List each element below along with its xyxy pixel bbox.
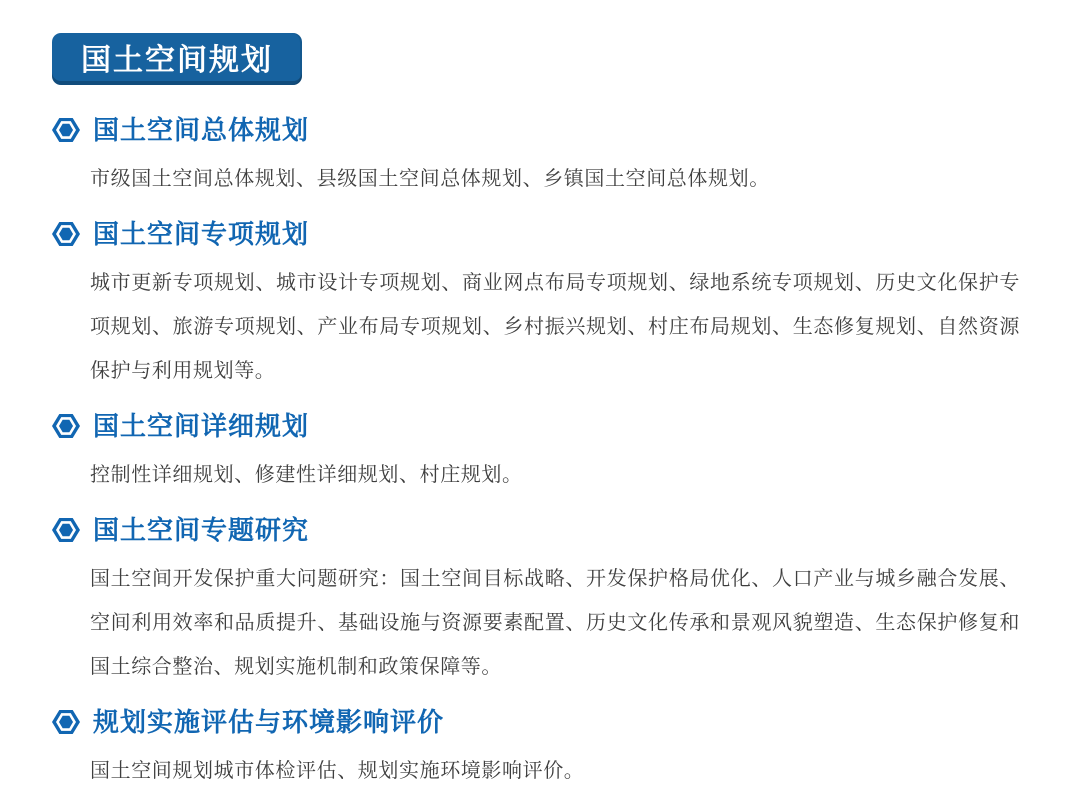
section-body: 控制性详细规划、修建性详细规划、村庄规划。 (90, 464, 523, 486)
hexagon-bullet-icon (52, 414, 80, 438)
section-thematic-research (52, 513, 1020, 689)
section-body: 国土空间开发保护重大问题研究：国土空间目标战略、开发保护格局优化、人口产业与城乡融合发展、空间利用效率和品质提升、基础设施与资源要素配置、历史文化传承和景观风貌塑造、生态保护修复和国土综合整治、规划实施机制和政策保障等。 (90, 568, 1020, 678)
section-title: 国土空间总体规划 (93, 115, 310, 145)
section-special-planning (52, 217, 1020, 393)
hexagon-bullet-icon (52, 222, 80, 246)
section-body: 市级国土空间总体规划、县级国土空间总体规划、乡镇国土空间总体规划。 (90, 168, 770, 190)
page-title-badge (52, 33, 302, 85)
section-title: 国土空间专项规划 (93, 219, 310, 249)
section-overall-planning (52, 113, 1020, 201)
section-heading (52, 705, 1020, 739)
hexagon-bullet-icon (52, 710, 80, 734)
hexagon-bullet-icon (52, 118, 80, 142)
section-body: 国土空间规划城市体检评估、规划实施环境影响评价。 (90, 760, 585, 782)
section-heading (52, 113, 1020, 147)
section-heading (52, 217, 1020, 251)
section-title: 国土空间详细规划 (93, 411, 310, 441)
section-title: 规划实施评估与环境影响评价 (93, 707, 445, 737)
section-heading (52, 409, 1020, 443)
page-title: 国土空间规划 (81, 44, 273, 77)
section-title: 国土空间专题研究 (93, 515, 310, 545)
section-body: 城市更新专项规划、城市设计专项规划、商业网点布局专项规划、绿地系统专项规划、历史文化保护专项规划、旅游专项规划、产业布局专项规划、乡村振兴规划、村庄布局规划、生态修复规划、自然资源保护与利用规划等。 (90, 272, 1020, 382)
section-implementation-evaluation (52, 705, 1020, 793)
hexagon-bullet-icon (52, 518, 80, 542)
section-heading (52, 513, 1020, 547)
section-detailed-planning (52, 409, 1020, 497)
